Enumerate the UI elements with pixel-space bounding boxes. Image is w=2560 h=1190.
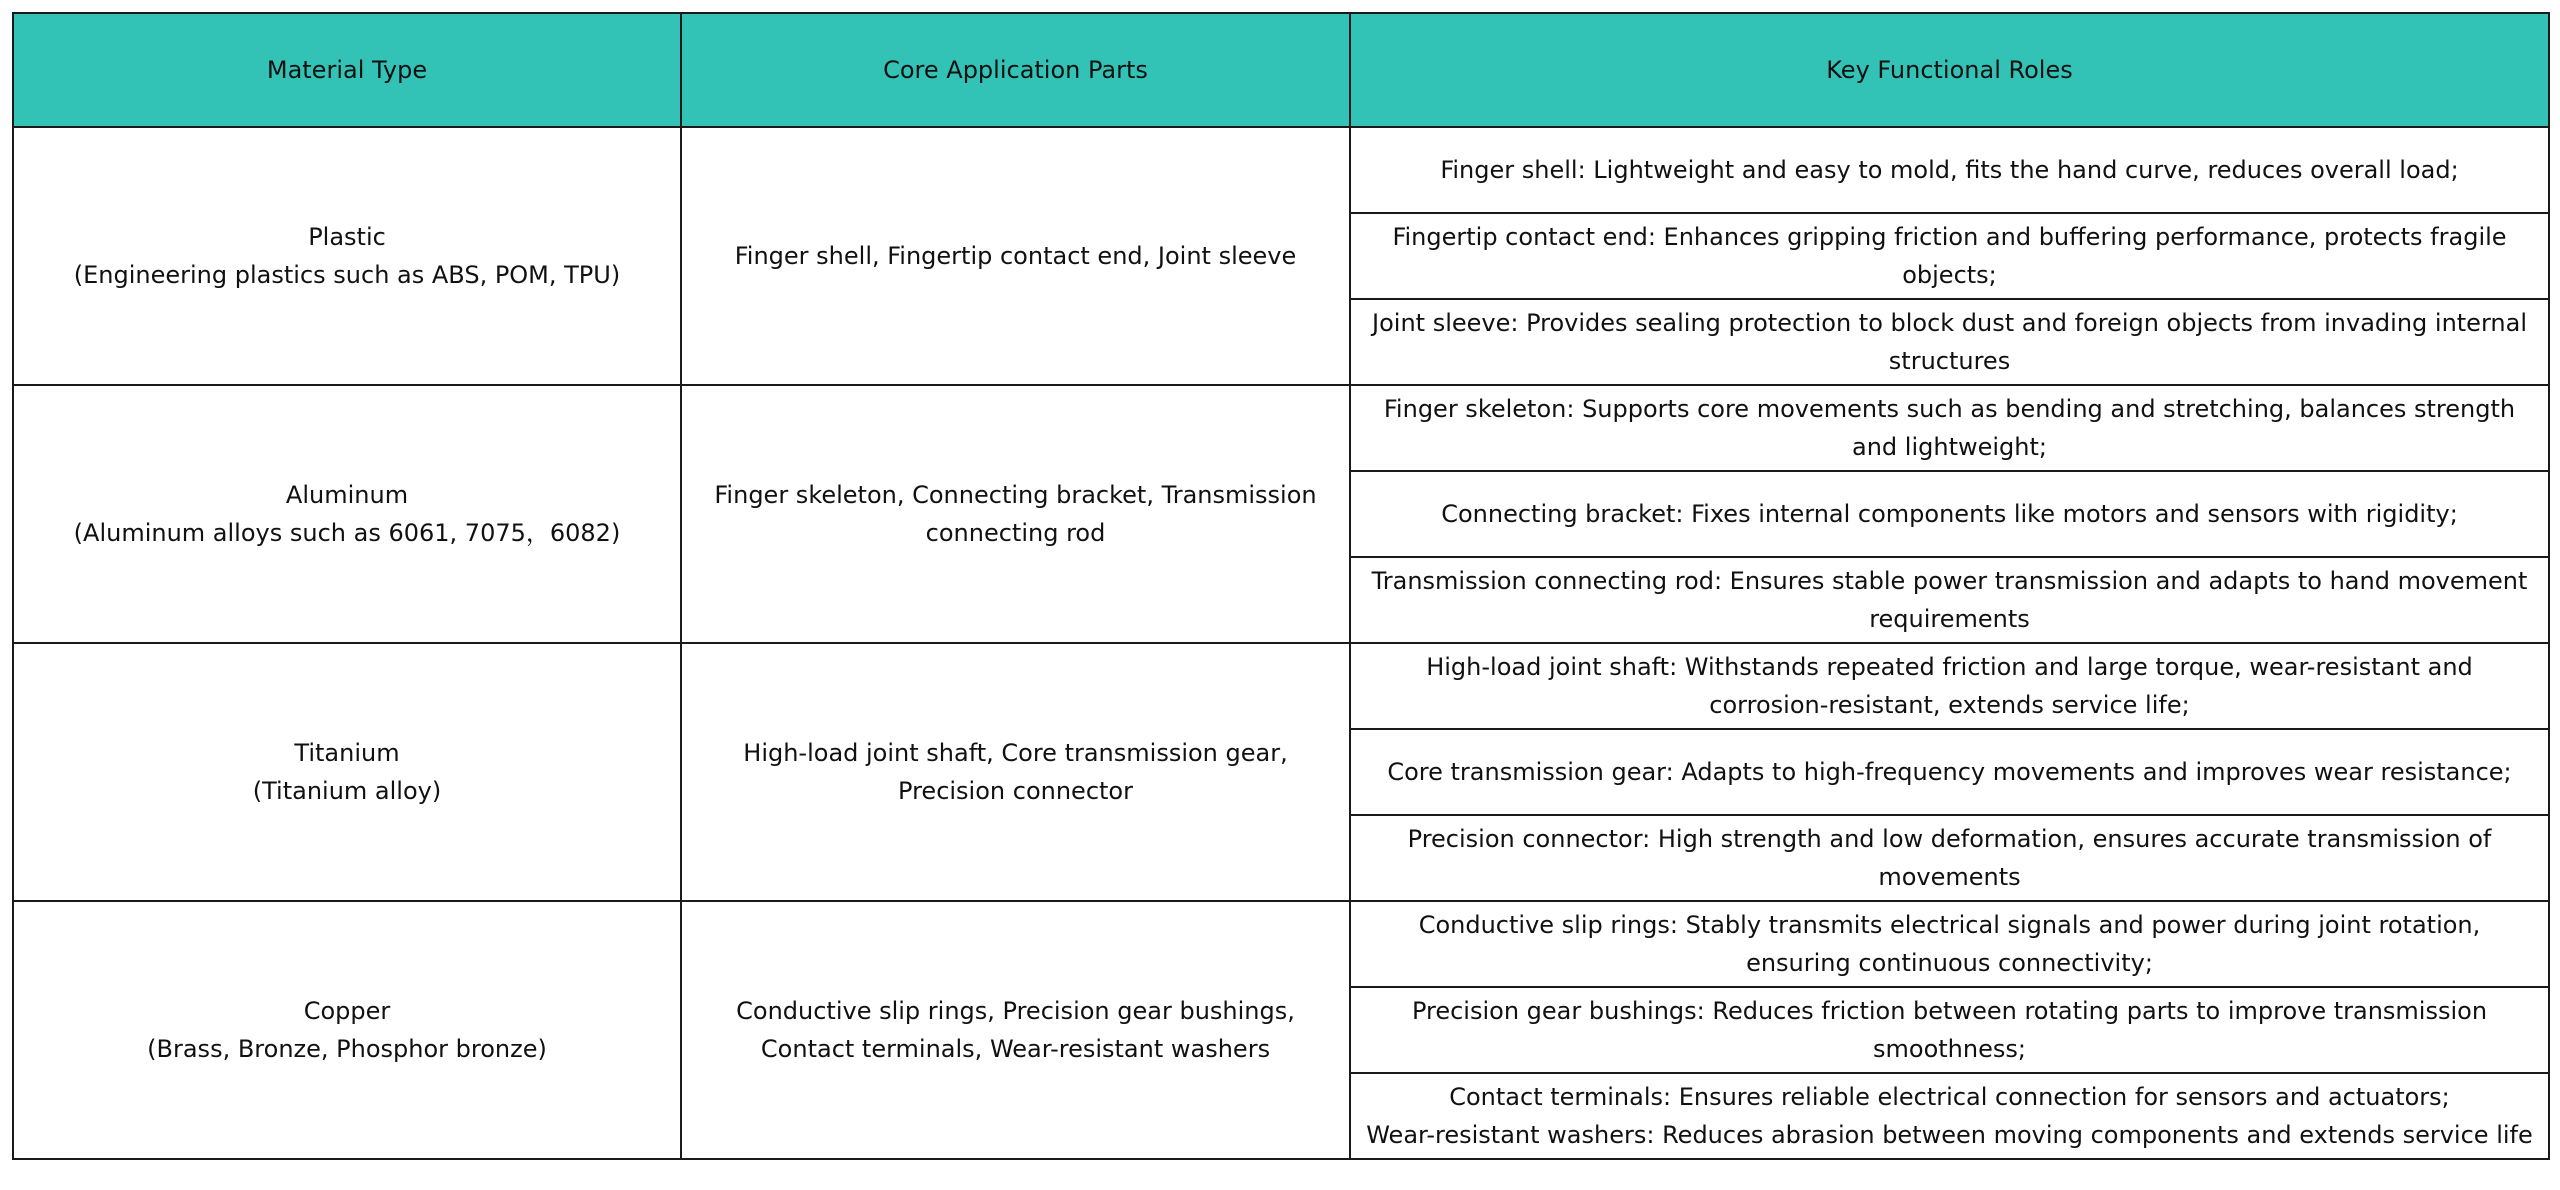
role-cell: Core transmission gear: Adapts to high-frequency movements and improves wear resistance; [1350,729,2549,815]
header-key-functional-roles: Key Functional Roles [1350,13,2549,127]
role-cell: Connecting bracket: Fixes internal components like motors and sensors with rigidity; [1350,471,2549,557]
table-row [13,901,2549,987]
material-name: Titanium [294,739,400,767]
material-cell [13,127,681,385]
material-detail: (Titanium alloy) [252,777,442,805]
role-cell: Precision gear bushings: Reduces friction between rotating parts to improve transmission smoothness; [1350,987,2549,1073]
role-cell: Finger skeleton: Supports core movements such as bending and stretching, balances strength and lightweight; [1350,385,2549,471]
role-cell: Conductive slip rings: Stably transmits electrical signals and power during joint rotation, ensuring continuous connectivity; [1350,901,2549,987]
role-cell: Finger shell: Lightweight and easy to mold, fits the hand curve, reduces overall load; [1350,127,2549,213]
role-cell: Contact terminals: Ensures reliable electrical connection for sensors and actuators; Wear-resistant washers: Reduces abrasion between moving components and extends service life [1350,1073,2549,1159]
material-name: Plastic [308,223,386,251]
material-detail: (Aluminum alloys such as 6061, 7075，6082) [73,519,621,547]
material-table [12,12,2550,1160]
role-cell: Transmission connecting rod: Ensures stable power transmission and adapts to hand movement requirements [1350,557,2549,643]
parts-cell: Finger shell, Fingertip contact end, Joint sleeve [681,127,1350,385]
role-cell: High-load joint shaft: Withstands repeated friction and large torque, wear-resistant and corrosion-resistant, extends service life; [1350,643,2549,729]
role-cell: Fingertip contact end: Enhances gripping friction and buffering performance, protects fragile objects; [1350,213,2549,299]
material-detail: (Engineering plastics such as ABS, POM, TPU) [73,261,621,289]
role-cell: Joint sleeve: Provides sealing protection to block dust and foreign objects from invading internal structures [1350,299,2549,385]
material-name: Copper [303,997,391,1025]
header-core-application-parts: Core Application Parts [681,13,1350,127]
table-row [13,643,2549,729]
table-row [13,385,2549,471]
material-detail: (Brass, Bronze, Phosphor bronze) [147,1035,547,1063]
parts-cell: Conductive slip rings, Precision gear bushings, Contact terminals, Wear-resistant washers [681,901,1350,1159]
table-row [13,127,2549,213]
header-material-type: Material Type [13,13,681,127]
table-header-row [13,13,2549,127]
material-table-container [12,12,2548,1160]
parts-cell: Finger skeleton, Connecting bracket, Transmission connecting rod [681,385,1350,643]
parts-cell: High-load joint shaft, Core transmission gear, Precision connector [681,643,1350,901]
material-name: Aluminum [285,481,409,509]
role-cell: Precision connector: High strength and low deformation, ensures accurate transmission of movements [1350,815,2549,901]
material-cell [13,385,681,643]
material-cell [13,643,681,901]
material-cell [13,901,681,1159]
